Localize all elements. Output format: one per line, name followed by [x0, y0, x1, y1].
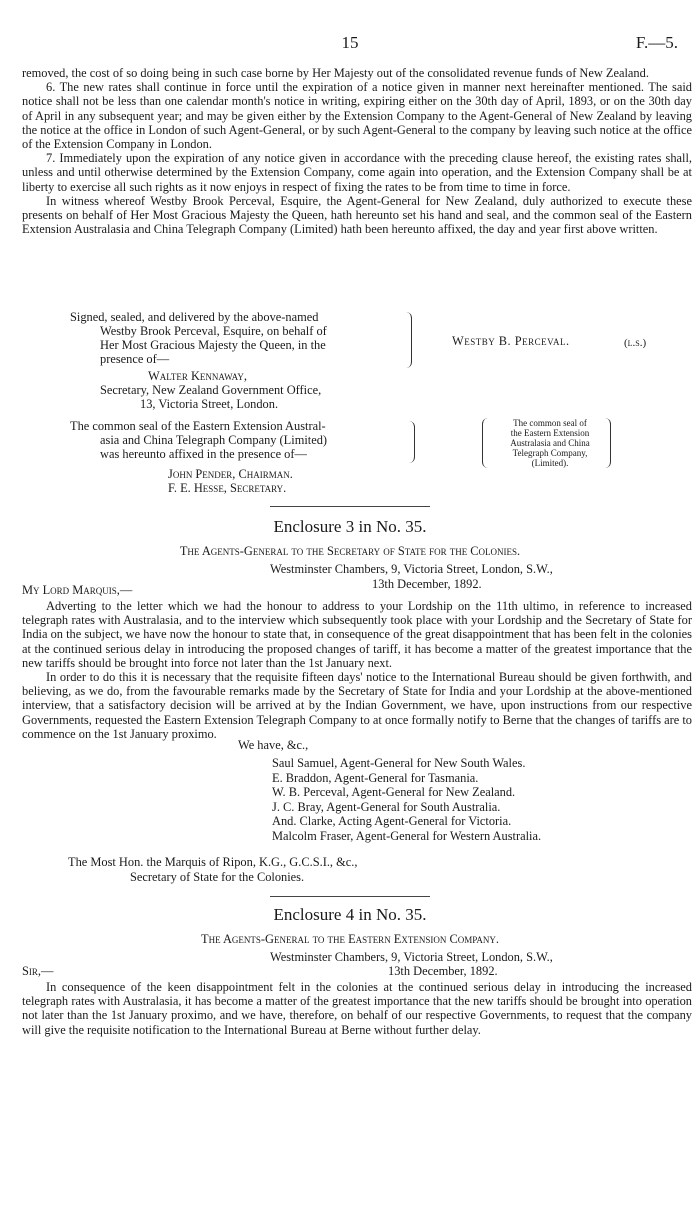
enclosure-3-date: 13th December, 1892. — [372, 577, 482, 591]
enclosure-4-address: Westminster Chambers, 9, Victoria Street, London, S.W., — [270, 950, 553, 964]
company-seal: The common seal of the Eastern Extension Australasia and China Telegraph Company, (Limited). — [510, 418, 590, 468]
enclosure-3-salutation: My Lord Marquis,— — [22, 583, 133, 597]
enclosure-3-body — [22, 599, 692, 741]
signer-name: Westby B. Perceval. — [452, 334, 570, 348]
signer-bray: J. C. Bray, Agent-General for South Australia. — [272, 799, 501, 814]
agreement-clauses — [22, 66, 692, 236]
signer-fraser: Malcolm Fraser, Agent-General for Western Australia. — [272, 828, 542, 843]
enclosure-3-address: Westminster Chambers, 9, Victoria Street, London, S.W., — [270, 562, 553, 576]
signature-line-4: presence of— — [100, 352, 170, 366]
enclosure-3-heading: Enclosure 3 in No. 35. — [273, 517, 427, 536]
secretary-signature: F. E. Hesse, Secretary. — [168, 481, 287, 495]
enclosure-3-closing: We have, &c., — [238, 738, 309, 752]
clause-6: 6. The new rates shall continue in force until the expiration of a notice given in manner next hereinafter mentioned. The said notice shall not be less than one calendar month's notice in writing, expiring either on the 30th day of April, 1893, or on the 30th day of April in any subsequent year; and may be given either by the Extension Company to the Agent-General of New Zealand by leaving the notice at the office in London of such Agent-General, or by such Agent-General to the company by leaving such notice at the office of the Extension Company in London. — [22, 80, 692, 152]
witness-name: Walter Kennaway, — [148, 369, 247, 383]
signer-clarke: And. Clarke, Acting Agent-General for Victoria. — [272, 814, 512, 829]
seal-statement-3: was hereunto affixed in the presence of— — [100, 447, 307, 461]
clause-7: 7. Immediately upon the expiration of any notice given in accordance with the preceding clause hereof, the existing rates shall, unless and until otherwise determined by the Extension Company, come again into operation, and the Extension Company shall be at liberty to exercise all such rights as it now enjoys in respect of fixing the rates to be from time to time in force. — [22, 151, 692, 194]
seal-right-brace — [604, 418, 611, 468]
section-divider — [270, 506, 430, 507]
enclosure-3-subhead: The Agents-General to the Secretary of State for the Colonies. — [179, 544, 521, 558]
signature-line-1: Signed, sealed, and delivered by the above-named — [70, 310, 319, 324]
enclosure-3-paragraph-2: In order to do this it is necessary that the requisite fifteen days' notice to the International Bureau should be given forthwith, and believing, as we do, from the favourable remarks made by the Secretary of State for India and your Lordship at the above-mentioned interview, that a satisfactory decision will be arrived at by the Indian Government, we have, upon instructions from our respective Governments, requested the Eastern Extension Telegraph Company to at once formally notify to Berne that the changes of tariffs are to commence on the 1st January proximo. — [22, 670, 692, 741]
section-divider-2 — [270, 896, 430, 897]
right-brace-2 — [408, 421, 415, 463]
seal-statement-1: The common seal of the Eastern Extension Austral- — [70, 419, 326, 433]
enclosure-4-paragraph-1: In consequence of the keen disappointment felt in the colonies at the continued serious delay in introducing the increased telegraph rates with Australasia, it has become a matter of the greatest importance that the new tariffs should be brought into operation not later than the 1st January proximo, and we have, therefore, on behalf of our respective Governments, to request that the company will give the requisite notification to the International Bureau at Berne without further delay. — [22, 980, 692, 1037]
locus-sigilli: (l.s.) — [624, 337, 647, 349]
signature-line-3: Her Most Gracious Majesty the Queen, in the — [100, 338, 326, 352]
enclosure-4-body — [22, 980, 692, 1037]
signer-braddon: E. Braddon, Agent-General for Tasmania. — [272, 770, 479, 785]
enclosure-3-addressee: The Most Hon. the Marquis of Ripon, K.G., G.C.S.I., &c., — [68, 855, 358, 869]
enclosure-4-heading: Enclosure 4 in No. 35. — [273, 905, 427, 924]
signature-line-2: Westby Brook Perceval, Esquire, on behalf of — [100, 324, 327, 338]
signer-samuel: Saul Samuel, Agent-General for New South Wales. — [272, 756, 526, 770]
witness-address: 13, Victoria Street, London. — [140, 397, 279, 411]
chairman-signature: John Pender, Chairman. — [168, 467, 293, 481]
witness-title: Secretary, New Zealand Government Office, — [100, 383, 322, 397]
enclosure-4-subhead: The Agents-General to the Eastern Extension Company. — [201, 932, 499, 946]
witness-paragraph: In witness whereof Westby Brook Perceval, Esquire, the Agent-General for New Zealand, duly authorized to execute these presents on behalf of Her Most Gracious Majesty the Queen, hath hereunto set his hand and seal, and the common seal of the Eastern Extension Australasia and China Telegraph Company (Limited) hath been hereunto affixed, the day and year first above written. — [22, 193, 692, 237]
enclosure-3-signers — [272, 756, 541, 844]
seal-statement-2: asia and China Telegraph Company (Limited) — [100, 433, 328, 447]
page-reference: F.—5. — [635, 33, 678, 52]
enclosure-3-paragraph-1: Adverting to the letter which we had the honour to address to your Lordship on the 11th ultimo, in reference to increased telegraph rates with Australasia, and to the interview which subsequently took place with your Lordship and the Secretary of State for India on the subject, we have now the honour to state that, in consequence of the great disappointment that has been felt in the colonies at the continued serious delay in introducing the proposed changes of tariff, it has become a matter of the greatest importance that the new tariffs should be brought into force not later than the 1st January next. — [22, 599, 692, 670]
enclosure-4-date: 13th December, 1892. — [388, 964, 498, 978]
signer-perceval: W. B. Perceval, Agent-General for New Zealand. — [272, 785, 516, 800]
right-brace — [405, 312, 412, 368]
enclosure-3-addressee-title: Secretary of State for the Colonies. — [130, 870, 305, 884]
enclosure-4-salutation: Sir,— — [22, 964, 54, 978]
page-number: 15 — [341, 33, 359, 52]
paragraph-continued: removed, the cost of so doing being in such case borne by Her Majesty out of the consolidated revenue funds of New Zealand. — [22, 66, 649, 80]
